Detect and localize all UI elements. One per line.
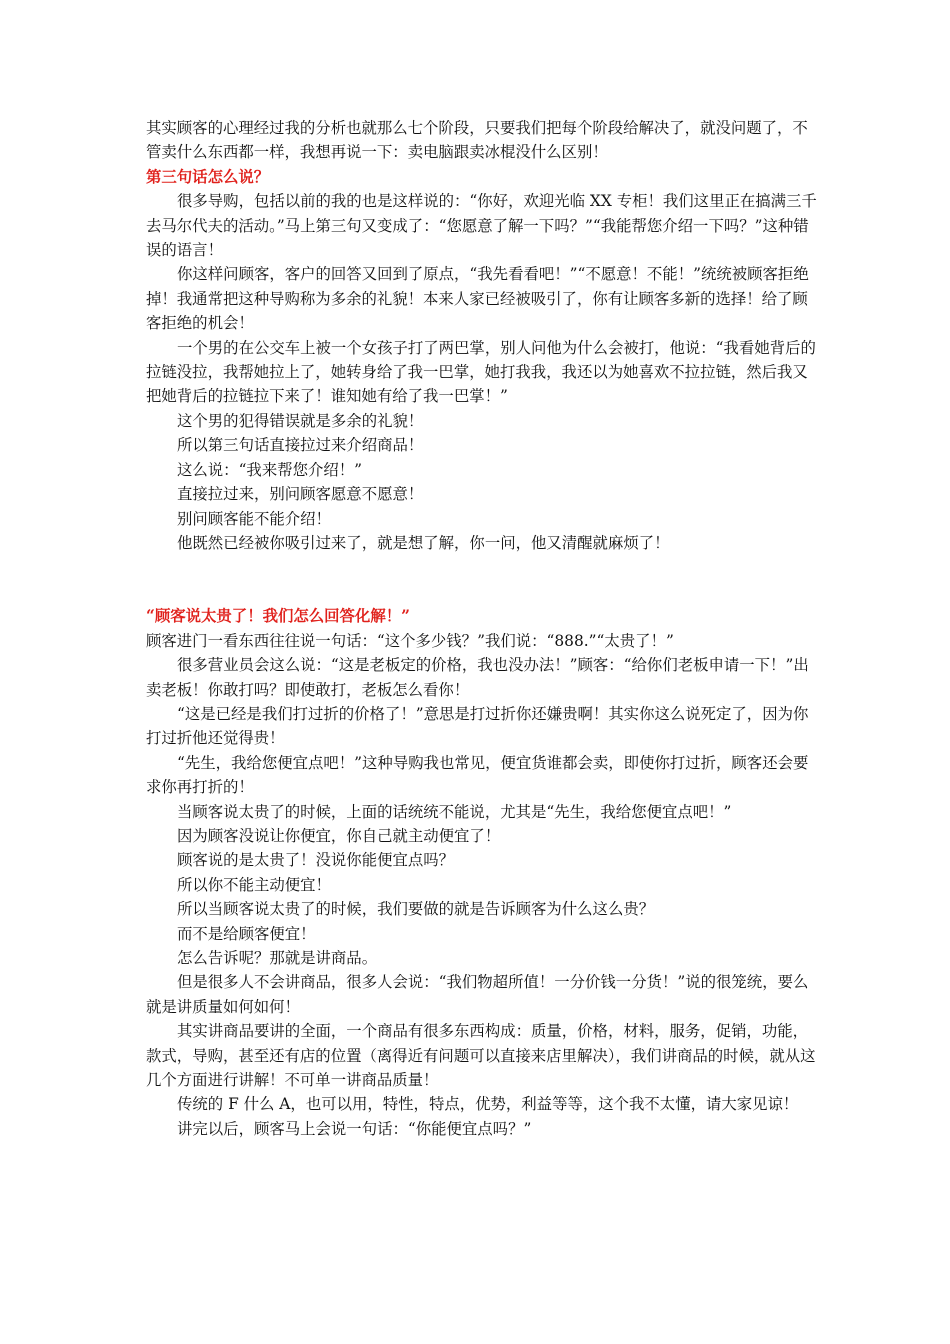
paragraph: 当顾客说太贵了的时候，上面的话统统不能说，尤其是“先生，我给您便宜点吧！”	[177, 802, 732, 821]
paragraph: 很多导购，包括以前的我的也是这样说的：“你好，欢迎光临 XX 专柜！我们这里正在搞满三千去马尔代夫的活动。”马上第三句又变成了：“您愿意了解一下吗？”“我能帮您介绍一下吗？”这种错误的语言！	[146, 192, 817, 260]
paragraph: 这个男的犯得错误就是多余的礼貌！	[177, 411, 424, 430]
paragraph: 但是很多人不会讲商品，很多人会说：“我们物超所值！一分价钱一分货！”说的很笼统，要么就是讲质量如何如何！	[146, 973, 809, 1016]
paragraph: 所以第三句话直接拉过来介绍商品！	[177, 436, 424, 455]
paragraph: 所以当顾客说太贵了的时候，我们要做的就是告诉顾客为什么这么贵？	[177, 900, 655, 919]
paragraph: 怎么告诉呢？那就是讲商品。	[177, 949, 378, 967]
paragraph: 传统的 F 什么 A，也可以用，特性，特点，优势，利益等等，这个我不太懂，请大家见谅！	[177, 1095, 799, 1114]
paragraph: 别问顾客能不能介绍！	[177, 509, 331, 528]
paragraph: 而不是给顾客便宜！	[177, 924, 316, 943]
paragraph: 顾客说的是太贵了！没说你能便宜点吗？	[177, 851, 455, 870]
section-heading-too-expensive: “顾客说太贵了！我们怎么回答化解！”	[146, 607, 410, 626]
paragraph: “先生，我给您便宜点吧！”这种导购我也常见，便宜货谁都会卖，即使你打过折，顾客还会要求你再打折的！	[146, 753, 809, 797]
paragraph: 讲完以后，顾客马上会说一句话：“你能便宜点吗？”	[177, 1119, 532, 1138]
paragraph: 因为顾客没说让你便宜，你自己就主动便宜了！	[177, 826, 501, 845]
paragraph: 很多营业员会这么说：“这是老板定的价格，我也没办法！”顾客：“给你们老板申请一下！”出卖老板！你敢打吗？即使敢打，老板怎么看你！	[146, 656, 809, 699]
intro-paragraph: 其实顾客的心理经过我的分析也就那么七个阶段，只要我们把每个阶段给解决了，就没问题了，不管卖什么东西都一样，我想再说一下：卖电脑跟卖冰棍没什么区别！	[146, 119, 808, 162]
paragraph: 顾客进门一看东西往往说一句话：“这个多少钱？”我们说：“888.”“太贵了！”	[146, 631, 674, 650]
paragraph: 其实讲商品要讲的全面，一个商品有很多东西构成：质量，价格，材料，服务，促销，功能，款式，导购，甚至还有店的位置（离得近有问题可以直接来店里解决），我们讲商品的时候，就从这几个方面进行讲解！不可单一讲商品质量！	[146, 1022, 816, 1090]
paragraph: 一个男的在公交车上被一个女孩子打了两巴掌，别人问他为什么会被打，他说：“我看她背后的拉链没拉，我帮她拉上了，她转身给了我一巴掌，她打我我，我还以为她喜欢不拉拉链，然后我又把她背后的拉链拉下来了！谁知她有给了我一巴掌！”	[146, 338, 816, 406]
paragraph: 你这样问顾客，客户的回答又回到了原点，“我先看看吧！”“不愿意！不能！”统统被顾客拒绝掉！我通常把这种导购称为多余的礼貌！本来人家已经被吸引了，你有让顾客多新的选择！给了顾客拒绝的机会！	[146, 265, 809, 333]
paragraph: 这么说：“我来帮您介绍！”	[177, 460, 363, 479]
paragraph: 所以你不能主动便宜！	[177, 875, 331, 894]
section-heading-third-sentence: 第三句话怎么说？	[146, 167, 270, 186]
paragraph: 他既然已经被你吸引过来了，就是想了解，你一问，他又清醒就麻烦了！	[177, 533, 670, 552]
document-page	[146, 116, 818, 1141]
section-spacer	[146, 555, 818, 604]
paragraph: “这是已经是我们打过折的价格了！”意思是打过折你还嫌贵啊！其实你这么说死定了，因为你打过折他还觉得贵！	[146, 704, 809, 748]
paragraph: 直接拉过来，别问顾客愿意不愿意！	[177, 485, 424, 504]
